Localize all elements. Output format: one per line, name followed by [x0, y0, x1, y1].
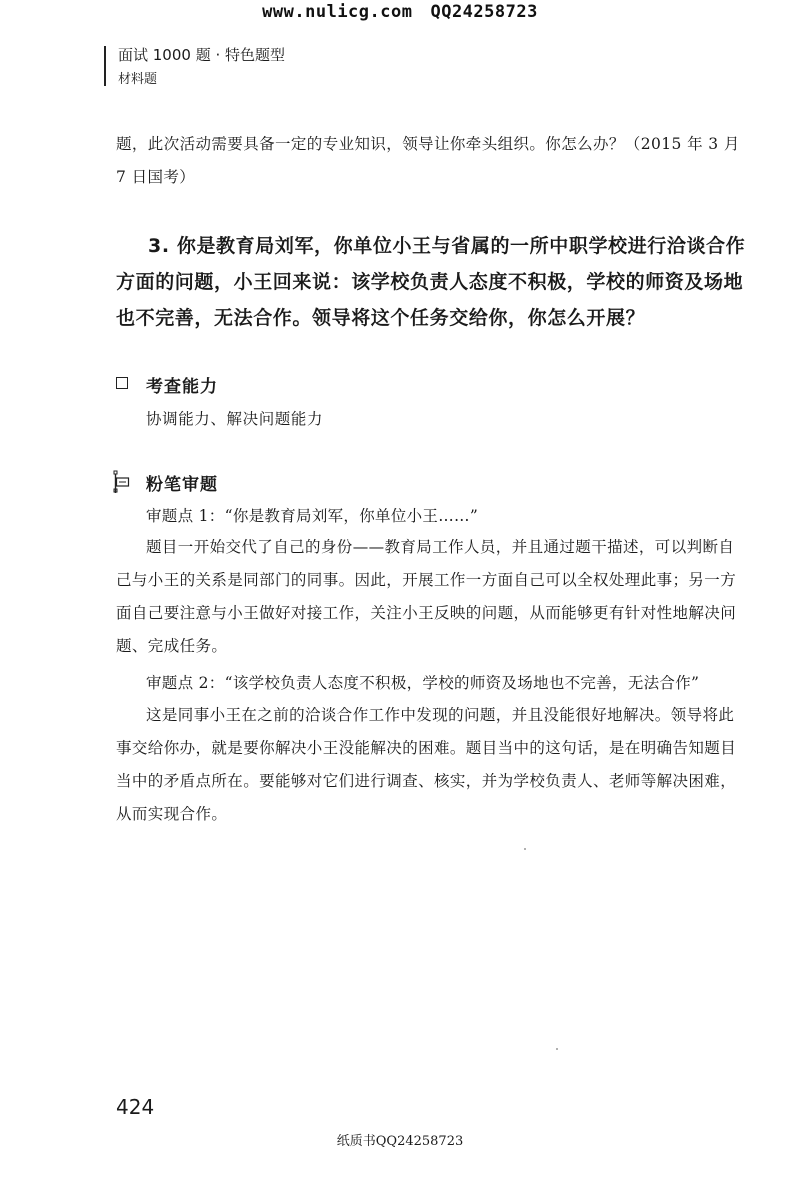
point2-heading: 审题点 2：“该学校负责人态度不积极，学校的师资及场地也不完善，无法合作”: [146, 674, 700, 692]
point2-body: 这是同事小王在之前的洽谈合作工作中发现的问题，并且没能很好地解决。领导将此事交给你办，就是要你解决小王没能解决的困难。题目当中的这句话，是在明确告知题目当中的矛盾点所在。要能够对它们进行调查、核实，并为学校负责人、老师等解决困难，从而实现合作。: [116, 706, 737, 823]
header-divider: [104, 46, 106, 86]
watermark-qq: QQ24258723: [430, 2, 538, 22]
book-title: 面试 1000 题 · 特色题型: [118, 46, 286, 64]
page-number: 424: [116, 1095, 155, 1119]
intro-paragraph: 题，此次活动需要具备一定的专业知识，领导让你牵头组织。你怎么办？（2015 年 3 月 7 日国考）: [116, 135, 740, 186]
watermark-site: www.nulicg.com: [262, 2, 413, 22]
question-text: 3. 你是教育局刘军，你单位小王与省属的一所中职学校进行洽谈合作方面的问题，小王回来说：该学校负责人态度不积极，学校的师资及场地也不完善，无法合作。领导将这个任务交给你，你怎么开展？: [116, 235, 746, 329]
section-label: 材料题: [118, 72, 158, 87]
point1-heading: 审题点 1：“你是教育局刘军，你单位小王……”: [146, 507, 479, 525]
scan-speck: [556, 1048, 558, 1050]
scan-speck: [524, 848, 526, 850]
flag-icon: [113, 470, 131, 494]
top-watermark: [0, 2, 800, 22]
scan-noise-line: [40, 1072, 760, 1074]
checkbox-bullet-icon: [116, 377, 128, 389]
ability-content: 协调能力、解决问题能力: [146, 410, 324, 428]
point1-body: 题目一开始交代了自己的身份——教育局工作人员，并且通过题干描述，可以判断自己与小王的关系是同部门的同事。因此，开展工作一方面自己可以全权处理此事；另一方面自己要注意与小王做好对接工作，关注小王反映的问题，从而能够更有针对性地解决问题、完成任务。: [116, 538, 737, 655]
ability-title: 考查能力: [146, 377, 218, 397]
bottom-watermark: 纸质书QQ24258723: [336, 1134, 464, 1149]
analysis-title: 粉笔审题: [146, 475, 218, 495]
